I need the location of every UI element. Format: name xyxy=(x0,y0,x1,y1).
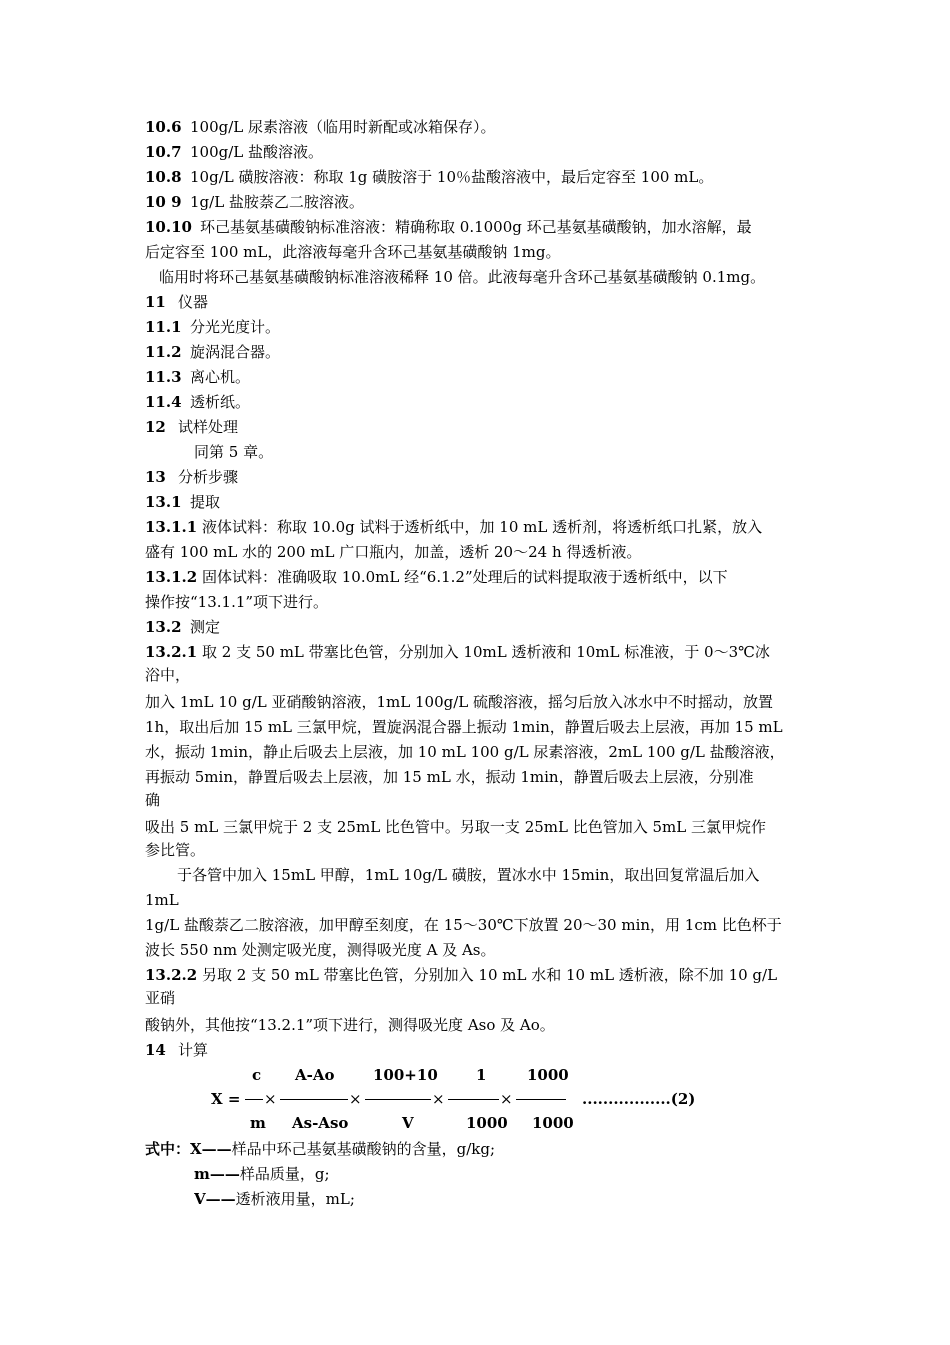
dilution-note xyxy=(159,266,829,288)
formula-num-c: c xyxy=(252,1066,262,1084)
where-x xyxy=(145,1138,815,1160)
item-text: 1g/L 盐胺萘乙二胺溶液。 xyxy=(190,193,364,211)
formula-den-a: As-Aso xyxy=(292,1114,349,1132)
formula-den-m: m xyxy=(250,1114,266,1132)
section-title: 分析步骤 xyxy=(178,468,239,486)
item-10-8 xyxy=(145,166,815,188)
item-13-1-1 xyxy=(145,516,815,538)
item-text: 1g/L 盐酸萘乙二胺溶液，加甲醇至刻度，在 15～30℃下放置 20～30 min，用 1cm 比色杯于 xyxy=(145,916,782,934)
item-text: 加入 1mL 10 g/L 亚硝酸钠溶液，1mL 100g/L 硫酸溶液，摇匀后放入冰水中不时摇动，放置 xyxy=(145,693,774,711)
item-13-2-1 xyxy=(145,641,815,663)
section-title: 计算 xyxy=(178,1041,209,1059)
where-text: 样品中环己基氨基磺酸钠的含量，g/kg; xyxy=(231,1140,496,1158)
where-symbol: 式中：X xyxy=(145,1140,202,1158)
formula-num-b: 100+10 xyxy=(373,1066,438,1084)
fraction-bar xyxy=(280,1099,348,1100)
item-number: 11.1 xyxy=(145,318,182,336)
section-11-heading xyxy=(145,291,815,313)
formula-den-e: 1000 xyxy=(532,1114,574,1132)
paragraph-line xyxy=(145,816,815,838)
item-number: 11.3 xyxy=(145,368,182,386)
item-13-1-1-cont xyxy=(145,541,815,563)
item-number: 13.2.2 xyxy=(145,966,198,984)
formula-num-a: A-Ao xyxy=(295,1066,335,1084)
where-m xyxy=(194,1163,864,1185)
item-11-4 xyxy=(145,391,815,413)
section-12-heading xyxy=(145,416,815,438)
item-number: 13.1 xyxy=(145,493,182,511)
times-sign: × xyxy=(349,1090,362,1108)
where-symbol: m xyxy=(194,1165,210,1183)
item-text: 固体试料：准确吸取 10.0mL 经“6.1.2”处理后的试料提取液于透析纸中，以下 xyxy=(202,568,728,586)
item-text: 波长 550 nm 处测定吸光度，测得吸光度 A 及 As。 xyxy=(145,941,496,959)
item-text: 酸钠外，其他按“13.2.1”项下进行，测得吸光度 Aso 及 Ao。 xyxy=(145,1016,555,1034)
section-14-heading xyxy=(145,1039,815,1061)
item-text: 临用时将环己基氨基磺酸钠标准溶液稀释 10 倍。此液每毫升含环己基氨基磺酸钠 0.1mg。 xyxy=(159,268,766,286)
item-text: 同第 5 章。 xyxy=(194,443,274,461)
section-title: 试样处理 xyxy=(178,418,239,436)
section-number: 14 xyxy=(145,1041,166,1059)
item-number: 13.1.2 xyxy=(145,568,198,586)
item-text: 100g/L 尿素溶液（临用时新配或冰箱保存）。 xyxy=(190,118,496,136)
item-text: 取 2 支 50 mL 带塞比色管，分别加入 10mL 透析液和 10mL 标准液，于 0～3℃冰 xyxy=(202,643,770,661)
item-11-3 xyxy=(145,366,815,388)
section-number: 12 xyxy=(145,418,166,436)
item-text: 10g/L 磺胺溶液：称取 1g 磺胺溶于 10％盐酸溶液中，最后定容至 100 mL。 xyxy=(190,168,714,186)
times-sign: × xyxy=(432,1090,445,1108)
item-10-10-cont xyxy=(145,241,815,263)
paragraph-line xyxy=(145,987,815,1009)
formula-lhs: X = xyxy=(211,1090,241,1108)
formula-num-e: 1000 xyxy=(527,1066,569,1084)
item-number: 13.2 xyxy=(145,618,182,636)
paragraph-line xyxy=(145,766,815,788)
item-10-9 xyxy=(145,191,815,213)
section-12-body xyxy=(194,441,864,463)
item-10-10 xyxy=(145,216,815,238)
item-13-1 xyxy=(145,491,815,513)
section-13-heading xyxy=(145,466,815,488)
paragraph-line xyxy=(145,1014,815,1036)
item-text: 分光光度计。 xyxy=(190,318,281,336)
item-text: 1mL xyxy=(145,891,179,909)
paragraph-line xyxy=(145,691,815,713)
item-text: 提取 xyxy=(190,493,221,511)
paragraph-line xyxy=(145,889,815,911)
item-text: 亚硝 xyxy=(145,989,176,1007)
item-11-1 xyxy=(145,316,815,338)
paragraph-line xyxy=(145,914,815,936)
section-number: 11 xyxy=(145,293,166,311)
equation-number: .................(2) xyxy=(582,1090,696,1108)
where-dash: —— xyxy=(205,1190,236,1208)
paragraph-line xyxy=(145,939,815,961)
item-text: 100g/L 盐酸溶液。 xyxy=(190,143,324,161)
item-text: 浴中， xyxy=(145,666,191,684)
item-text: 确 xyxy=(145,791,161,809)
section-title: 仪器 xyxy=(178,293,209,311)
times-sign: × xyxy=(264,1090,277,1108)
item-number: 11.2 xyxy=(145,343,182,361)
item-number: 10.7 xyxy=(145,143,182,161)
item-text: 离心机。 xyxy=(190,368,251,386)
where-symbol: V xyxy=(194,1190,206,1208)
item-text: 吸出 5 mL 三氯甲烷于 2 支 25mL 比色管中。另取一支 25mL 比色管加入 5mL 三氯甲烷作 xyxy=(145,818,766,836)
item-text: 1h，取出后加 15 mL 三氯甲烷，置旋涡混合器上振动 1min，静置后吸去上层液，再加 15 mL xyxy=(145,718,783,736)
where-dash: —— xyxy=(209,1165,240,1183)
formula-num-d: 1 xyxy=(476,1066,487,1084)
item-text: 盛有 100 mL 水的 200 mL 广口瓶内，加盖，透析 20～24 h 得透析液。 xyxy=(145,543,642,561)
where-text: 透析液用量，mL; xyxy=(235,1190,355,1208)
item-text: 测定 xyxy=(190,618,221,636)
fraction-bar xyxy=(365,1099,431,1100)
item-13-2-2 xyxy=(145,964,815,986)
item-10-6 xyxy=(145,116,815,138)
item-number: 13.2.1 xyxy=(145,643,198,661)
item-text: 环己基氨基磺酸钠标准溶液：精确称取 0.1000g 环己基氨基磺酸钠，加水溶解，最 xyxy=(200,218,752,236)
item-number: 10 9 xyxy=(145,193,182,211)
where-dash: —— xyxy=(201,1140,232,1158)
item-text: 水，振动 1min，静止后吸去上层液，加 10 mL 100 g/L 尿素溶液，2mL 100 g/L 盐酸溶液， xyxy=(145,743,785,761)
formula-den-b: V xyxy=(402,1114,414,1132)
times-sign: × xyxy=(500,1090,513,1108)
paragraph-line xyxy=(145,789,815,811)
item-text: 操作按“13.1.1”项下进行。 xyxy=(145,593,329,611)
section-number: 13 xyxy=(145,468,166,486)
fraction-bar xyxy=(516,1099,566,1100)
item-text: 参比管。 xyxy=(145,841,206,859)
fraction-bar xyxy=(448,1099,499,1100)
item-10-7 xyxy=(145,141,815,163)
formula-den-d: 1000 xyxy=(466,1114,508,1132)
item-text: 另取 2 支 50 mL 带塞比色管，分别加入 10 mL 水和 10 mL 透析液，除不加 10 g/L xyxy=(202,966,778,984)
item-number: 10.10 xyxy=(145,218,192,236)
item-text: 液体试料：称取 10.0g 试料于透析纸中，加 10 mL 透析剂，将透析纸口扎紧，放入 xyxy=(202,518,763,536)
item-13-1-2 xyxy=(145,566,815,588)
paragraph-line xyxy=(145,716,815,738)
item-13-1-2-cont xyxy=(145,591,815,613)
item-text: 透析纸。 xyxy=(190,393,251,411)
item-text: 于各管中加入 15mL 甲醇，1mL 10g/L 磺胺，置冰水中 15min，取出回复常温后加入 xyxy=(177,866,760,884)
where-text: 样品质量，g; xyxy=(239,1165,330,1183)
fraction-bar xyxy=(245,1099,263,1100)
item-number: 13.1.1 xyxy=(145,518,198,536)
item-number: 10.6 xyxy=(145,118,182,136)
item-13-2 xyxy=(145,616,815,638)
paragraph-line xyxy=(145,664,815,686)
item-11-2 xyxy=(145,341,815,363)
item-text: 再振动 5min，静置后吸去上层液，加 15 mL 水，振动 1min，静置后吸去上层液，分别准 xyxy=(145,768,754,786)
paragraph-line xyxy=(145,839,815,861)
where-v xyxy=(194,1188,864,1210)
item-number: 10.8 xyxy=(145,168,182,186)
paragraph-line xyxy=(177,864,847,886)
paragraph-line xyxy=(145,741,815,763)
item-text: 后定容至 100 mL，此溶液每毫升含环己基氨基磺酸钠 1mg。 xyxy=(145,243,561,261)
item-text: 旋涡混合器。 xyxy=(190,343,281,361)
item-number: 11.4 xyxy=(145,393,182,411)
